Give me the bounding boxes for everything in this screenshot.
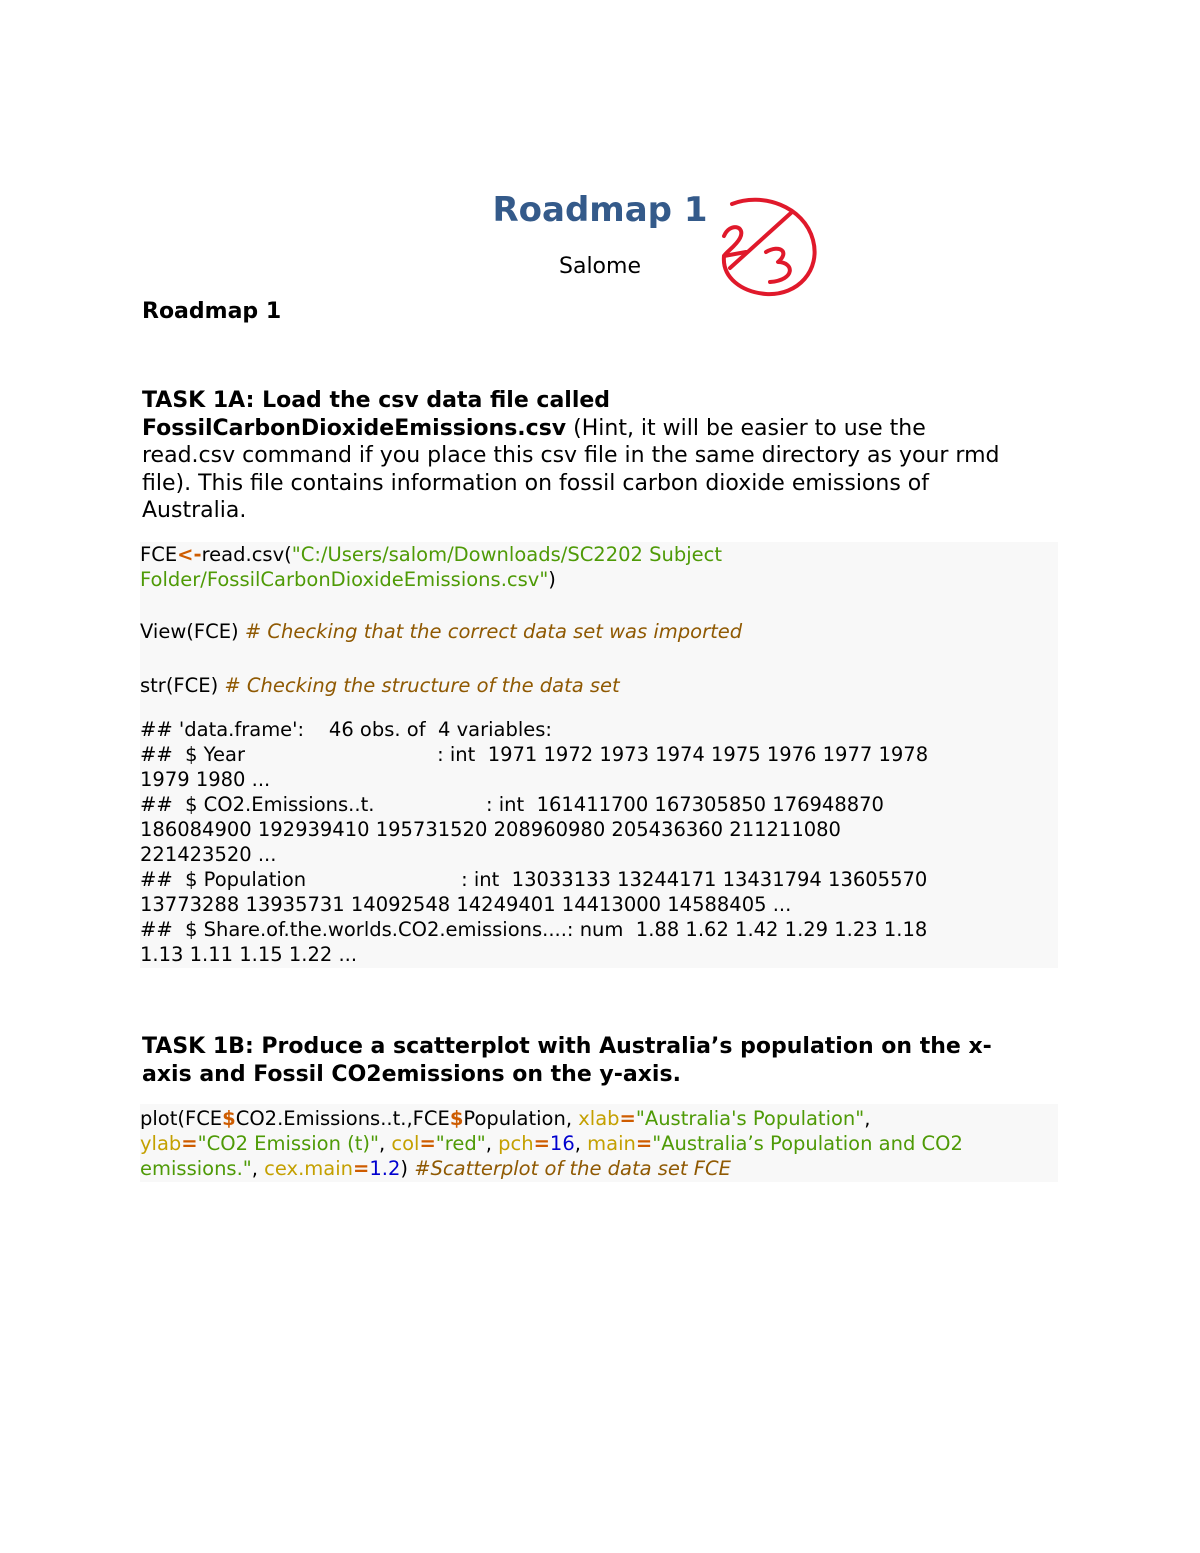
task-1b-line-2: axis and Fossil CO2emissions on the y-axis. [142,1061,681,1087]
output-line: 1979 1980 ... [140,768,271,791]
document-author: Salome [559,254,641,279]
handwritten-grade-mark [700,190,824,302]
output-line: 13773288 13935731 14092548 14249401 14413000 14588405 ... [140,893,792,916]
task-1a-line-3: read.csv command if you place this csv file in the same directory as your rmd [142,443,1000,468]
task-1a-line-1: TASK 1A: Load the csv data file called [142,388,611,413]
output-line: 221423520 ... [140,843,277,866]
task-1a-text [142,387,1062,525]
output-line: ## $ Population : int 13033133 13244171 13431794 13605570 [140,868,928,891]
output-line: ## 'data.frame': 46 obs. of 4 variables: [140,718,552,741]
output-line: 1.13 1.11 1.15 1.22 ... [140,943,358,966]
output-line: 186084900 192939410 195731520 208960980 205436360 211211080 [140,818,841,841]
output-line: ## $ Year : int 1971 1972 1973 1974 1975 1976 1977 1978 [140,743,929,766]
task-1a-line-2: FossilCarbonDioxideEmissions.csv (Hint, it will be easier to use the [142,415,926,441]
task-1a-line-4: file). This file contains information on fossil carbon dioxide emissions of [142,470,929,496]
section-heading: Roadmap 1 [142,299,282,324]
code-block-1: FCE<-read.csv("C:/Users/salom/Downloads/SC2202 Subject Folder/FossilCarbonDioxideEmissions.csv") View(FCE) # Checking that the correct data set was imported str(FCE) # Checking the structure of the data set ## 'data.frame': 46 obs. of 4 variables: ## $ Year : int 1971 1972 1973 1974 1975 1976 1977 1978 1979 1980 ... ## $ CO2.Emissions..t. : int 161411700 167305850 176948870 186084900 192939410 195731520 208960980 205436360 211211080 221423520 ... ## $ Population : int 13033133 13244171 13431794 13605570 13773288 13935731 14092548 14249401 14413000 14588405 ... ## $ Share.of.the.worlds.CO2.emissions....: num 1.88 1.62 1.42 1.29 1.23 1.18 1.13 1.11 1.15 1.22 ... [140,542,1058,968]
code-block-2: plot(FCE$CO2.Emissions..t.,FCE$Population, xlab="Australia's Population", ylab="CO2 Emission (t)", col="red", pch=16, main="Australia’s Population and CO2 emissions.", cex.main=1.2) #Scatterplot of the data set FCE [140,1104,1058,1182]
output-line: ## $ Share.of.the.worlds.CO2.emissions....: num 1.88 1.62 1.42 1.29 1.23 1.18 [140,918,928,941]
task-1b-line-1: TASK 1B: Produce a scatterplot with Australia’s population on the x- [142,1034,992,1059]
task-1a-line-5: Australia. [142,498,247,523]
output-line: ## $ CO2.Emissions..t. : int 161411700 167305850 176948870 [140,793,884,816]
task-1b-text [142,1033,1062,1088]
document-title: Roadmap 1 [492,190,708,230]
